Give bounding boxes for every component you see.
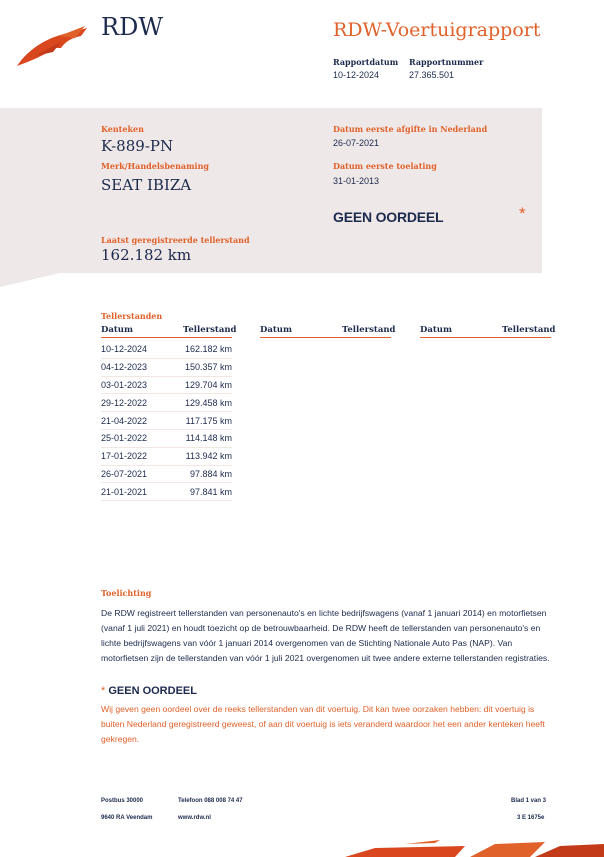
table-row bbox=[101, 359, 232, 377]
footer-page-number: Blad 1 van 3 bbox=[511, 798, 547, 804]
report-title: RDW-Voertuigrapport bbox=[333, 19, 541, 41]
row-reading: 162.182 km bbox=[184, 344, 232, 355]
row-date: 10-12-2024 bbox=[101, 344, 148, 355]
laatst-value: 162.182 km bbox=[101, 246, 192, 264]
table-row bbox=[101, 466, 232, 484]
eerste-afgifte-value: 26-07-2021 bbox=[333, 138, 380, 148]
table-row bbox=[101, 412, 232, 430]
verdict-title: GEEN OORDEEL bbox=[108, 685, 197, 697]
row-date: 25-01-2022 bbox=[101, 433, 148, 444]
rapportnummer-value: 27.365.501 bbox=[409, 70, 455, 80]
row-date: 03-01-2023 bbox=[101, 379, 148, 390]
tellerstanden-table bbox=[101, 341, 232, 501]
row-date: 04-12-2023 bbox=[101, 362, 148, 373]
panel-corner-decoration bbox=[0, 273, 60, 287]
footer-postbus: Postbus 30000 bbox=[101, 798, 144, 804]
column-header-tellerstand: Tellerstand bbox=[183, 325, 237, 335]
table-row bbox=[101, 377, 232, 395]
rapportnummer-label: Rapportnummer bbox=[409, 57, 484, 67]
table-row bbox=[101, 341, 232, 359]
kenteken-label: Kenteken bbox=[101, 124, 144, 134]
column-header-datum: Datum bbox=[420, 325, 452, 335]
column-header-tellerstand: Tellerstand bbox=[342, 325, 396, 335]
column-header-tellerstand: Tellerstand bbox=[502, 325, 556, 335]
toelichting-body: De RDW registreert tellerstanden van personenauto's en lichte bedrijfswagens (vanaf 1 januari 2014) en motorfietsen (vanaf 1 juli 2021) en houdt toezicht op de betrouwbaarheid. De RDW heeft de tellerstanden van personenauto's en lichte bedrijfswagens van vóór 1 januari 2014 overgenomen van de Stichting Nationale Auto Pas (NAP). Van motorfietsen zijn de tellerstanden van vóór 1 juli 2021 overgenomen uit twee andere externe tellerstanden registraties. bbox=[101, 608, 550, 663]
footer-plaats: 9640 RA Veendam bbox=[101, 815, 153, 821]
row-date: 17-01-2022 bbox=[101, 451, 148, 462]
eerste-toelating-label: Datum eerste toelating bbox=[333, 161, 437, 171]
footer-telefoon: Telefoon 088 008 74 47 bbox=[178, 798, 243, 804]
table-row bbox=[101, 394, 232, 412]
rapportdatum-label: Rapportdatum bbox=[333, 57, 399, 67]
merk-label: Merk/Handelsbenaming bbox=[101, 161, 210, 171]
rapportdatum-value: 10-12-2024 bbox=[333, 70, 380, 80]
footer-code: 3 E 1675e bbox=[517, 815, 545, 821]
verdict-heading bbox=[101, 685, 197, 697]
verdict-asterisk: * bbox=[519, 204, 526, 223]
column-header-datum: Datum bbox=[101, 325, 133, 335]
row-date: 21-04-2022 bbox=[101, 415, 148, 426]
column-divider bbox=[420, 337, 551, 338]
row-date: 26-07-2021 bbox=[101, 468, 148, 479]
verdict-status: GEEN OORDEEL bbox=[333, 209, 444, 225]
verdict-asterisk: * bbox=[101, 685, 106, 697]
column-header-datum: Datum bbox=[260, 325, 292, 335]
row-reading: 97.884 km bbox=[189, 468, 232, 479]
merk-value: SEAT IBIZA bbox=[101, 176, 192, 194]
footer-decoration-icon bbox=[345, 840, 604, 857]
kenteken-value: K-889-PN bbox=[101, 137, 174, 155]
table-row bbox=[101, 483, 232, 501]
row-reading: 129.704 km bbox=[184, 379, 232, 390]
row-reading: 117.175 km bbox=[185, 415, 232, 426]
eerste-toelating-value: 31-01-2013 bbox=[333, 176, 380, 186]
table-row bbox=[101, 430, 232, 448]
footer-website[interactable]: www.rdw.nl bbox=[178, 815, 211, 821]
eerste-afgifte-label: Datum eerste afgifte in Nederland bbox=[333, 124, 488, 134]
verdict-explanation: Wij geven geen oordeel over de reeks tellerstanden van dit voertuig. Dit kan twee oorzaken hebben: dit voertuig is buiten Nederland geregistreerd geweest, of aan dit voertuig is iets veranderd waardoor het een ander kenteken heeft gekregen. bbox=[101, 704, 545, 744]
brand-name: RDW bbox=[101, 13, 163, 41]
row-reading: 97.841 km bbox=[189, 486, 232, 497]
tellerstanden-title: Tellerstanden bbox=[101, 311, 163, 321]
row-date: 29-12-2022 bbox=[101, 397, 148, 408]
row-date: 21-01-2021 bbox=[101, 486, 148, 497]
row-reading: 150.357 km bbox=[184, 362, 232, 373]
column-divider bbox=[260, 337, 391, 338]
row-reading: 129.458 km bbox=[184, 397, 232, 408]
column-divider bbox=[101, 337, 232, 338]
row-reading: 114.148 km bbox=[185, 433, 232, 444]
table-row bbox=[101, 448, 232, 466]
row-reading: 113.942 km bbox=[185, 451, 232, 462]
laatst-label: Laatst geregistreerde tellerstand bbox=[101, 235, 250, 245]
rdw-logo-icon bbox=[15, 26, 91, 70]
toelichting-title: Toelichting bbox=[101, 588, 152, 598]
